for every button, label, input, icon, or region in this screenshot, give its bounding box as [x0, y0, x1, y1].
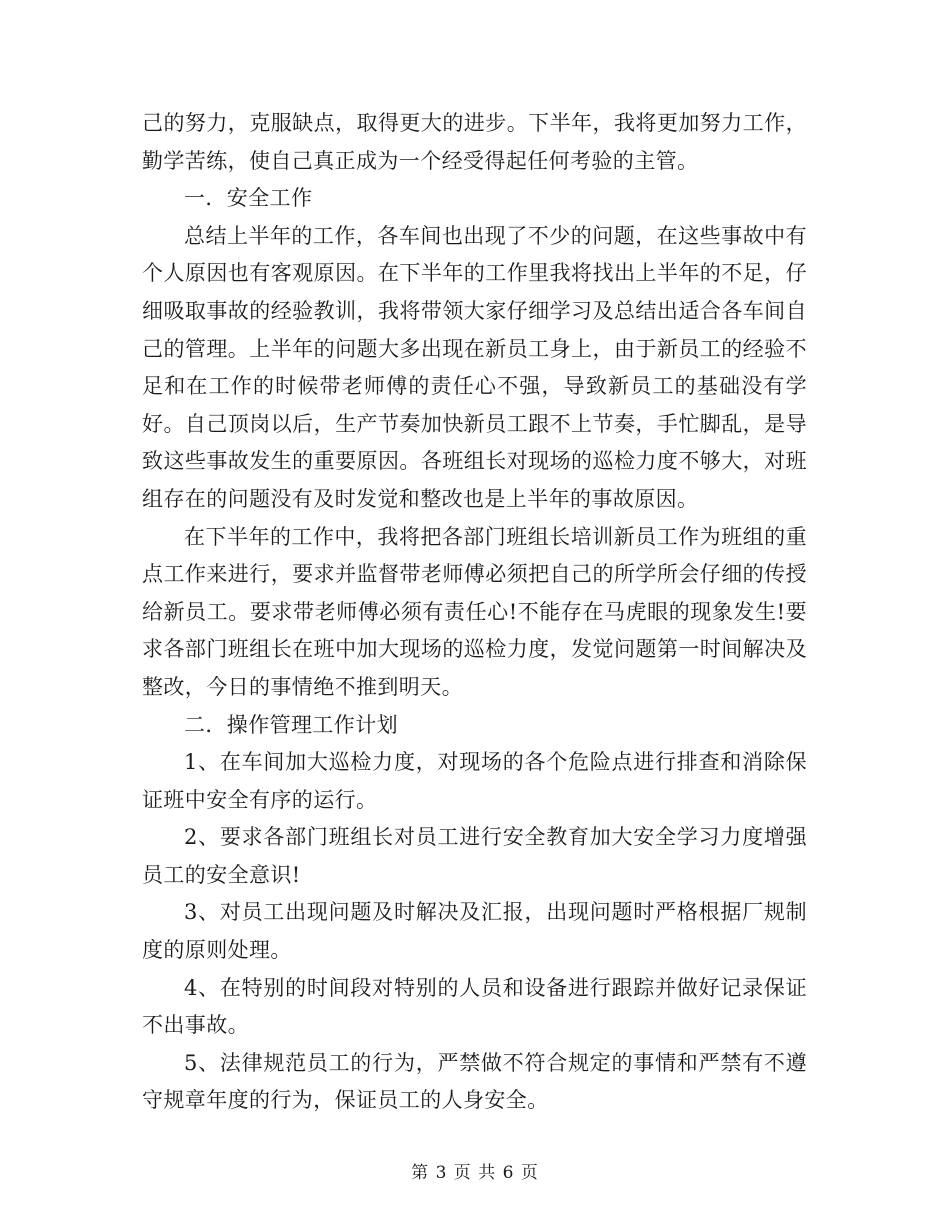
list-item-1: 1、在车间加大巡检力度，对现场的各个危险点进行排查和消除保证班中安全有序的运行。 [142, 750, 807, 812]
list-item-2: 2、要求各部门班组长对员工进行安全教育加大安全学习力度增强员工的安全意识! [142, 825, 807, 887]
list-item-5: 5、法律规范员工的行为，严禁做不符合规定的事情和严禁有不遵守规章年度的行为，保证员工的人身安全。 [142, 1050, 807, 1113]
paragraph-safety-plan: 在下半年的工作中，我将把各部门班组长培训新员工作为班组的重点工作来进行，要求并监督带老师傅必须把自己的所学所会仔细的传授给新员工。要求带老师傅必须有责任心!不能存在马虎眼的现象发生!要求各部门班组长在班中加大现场的巡检力度，发觉问题第一时间解决及整改，今日的事情绝不推到明天。 [142, 524, 807, 699]
document-body [142, 105, 807, 1120]
section-heading-operations: 二．操作管理工作计划 [184, 712, 398, 737]
list-item-3: 3、对员工出现问题及时解决及汇报，出现问题时严格根据厂规制度的原则处理。 [142, 900, 807, 963]
paragraph-continuation: 己的努力，克服缺点，取得更大的进步。下半年，我将更加努力工作，勤学苦练，使自己真正成为一个经受得起任何考验的主管。 [142, 111, 807, 173]
paragraph-safety-summary: 总结上半年的工作，各车间也出现了不少的问题，在这些事故中有个人原因也有客观原因。在下半年的工作里我将找出上半年的不足，仔细吸取事故的经验教训，我将带领大家仔细学习及总结出适合各车间自己的管理。上半年的问题大多出现在新员工身上，由于新员工的经验不足和在工作的时候带老师傅的责任心不强，导致新员工的基础没有学好。自己顶岗以后，生产节奏加快新员工跟不上节奏，手忙脚乱，是导致这些事故发生的重要原因。各班组长对现场的巡检力度不够大，对班组存在的问题没有及时发觉和整改也是上半年的事故原因。 [142, 223, 807, 511]
section-heading-safety: 一．安全工作 [184, 186, 313, 211]
list-item-4: 4、在特别的时间段对特别的人员和设备进行跟踪并做好记录保证不出事故。 [142, 975, 807, 1038]
page-number-footer: 第 3 页 共 6 页 [411, 1163, 539, 1183]
